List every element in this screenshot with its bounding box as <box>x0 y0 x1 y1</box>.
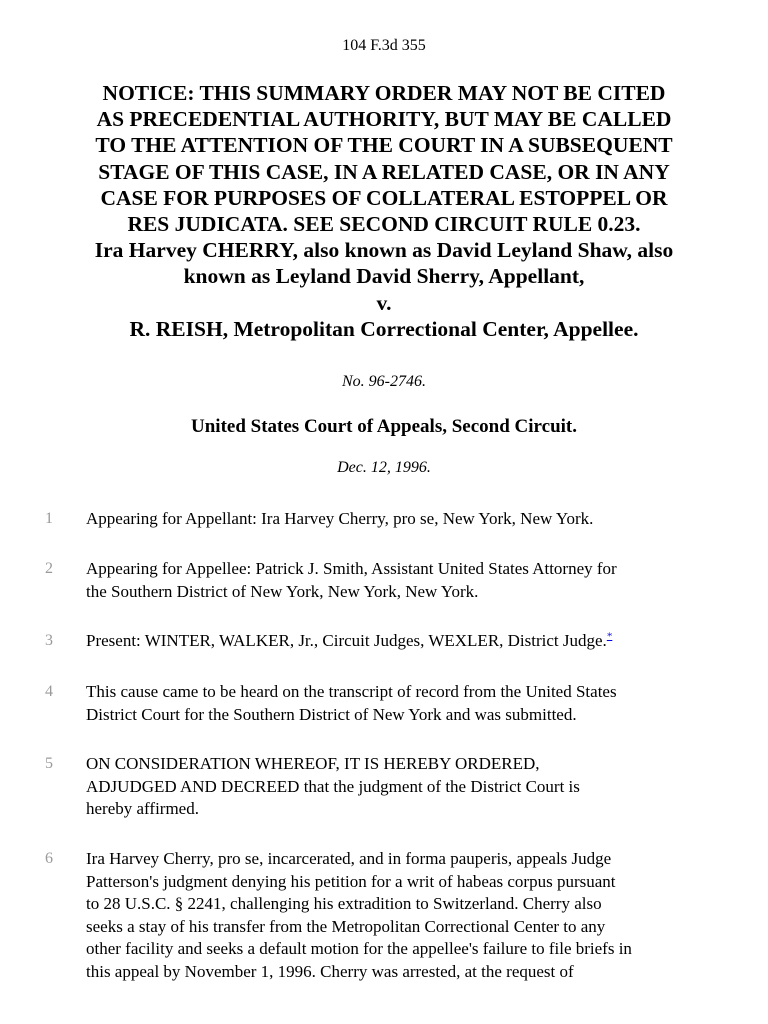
paragraph-number: 6 <box>45 850 53 867</box>
text-line: ON CONSIDERATION WHEREOF, IT IS HEREBY ORDERED, <box>86 754 540 773</box>
heading-line: TO THE ATTENTION OF THE COURT IN A SUBSEQUENT <box>95 133 673 158</box>
case-citation: 104 F.3d 355 <box>342 37 426 54</box>
footnote-link[interactable]: * <box>606 630 613 643</box>
paragraph-number: 4 <box>45 683 53 700</box>
heading-line: Ira Harvey CHERRY, also known as David Leyland Shaw, also <box>94 238 674 263</box>
text-line: ADJUDGED AND DECREED that the judgment of the District Court is <box>86 776 580 796</box>
paragraph-text <box>86 681 726 726</box>
court-name: United States Court of Appeals, Second Circuit. <box>191 416 577 437</box>
paragraph-text <box>86 753 726 821</box>
paragraph-text <box>86 630 726 653</box>
paragraph-text <box>86 848 726 984</box>
decision-date: Dec. 12, 1996. <box>337 459 431 476</box>
paragraph-number: 1 <box>45 510 53 527</box>
paragraph-text <box>86 558 726 603</box>
heading-line: R. REISH, Metropolitan Correctional Center, Appellee. <box>129 316 639 341</box>
text-line: Appearing for Appellee: Patrick J. Smith, Assistant United States Attorney for <box>86 559 617 578</box>
text-line: Ira Harvey Cherry, pro se, incarcerated, and in forma pauperis, appeals Judge <box>86 849 612 868</box>
paragraph-number: 3 <box>45 632 53 649</box>
text-line: hereby affirmed. <box>86 799 199 819</box>
text-line: other facility and seeks a default motion for the appellee's failure to file briefs in <box>86 939 632 959</box>
heading-line: RES JUDICATA. SEE SECOND CIRCUIT RULE 0.23. <box>127 212 641 237</box>
text-line: This cause came to be heard on the transcript of record from the United States <box>86 682 617 701</box>
case-heading <box>40 80 728 342</box>
heading-line: v. <box>376 290 392 315</box>
text-line: the Southern District of New York, New York, New York. <box>86 581 479 601</box>
text-line: District Court for the Southern District of New York and was submitted. <box>86 704 577 724</box>
heading-line: STAGE OF THIS CASE, IN A RELATED CASE, OR IN ANY <box>98 159 670 184</box>
text-line: Appearing for Appellant: Ira Harvey Cherry, pro se, New York, New York. <box>86 509 594 528</box>
paragraph-number: 2 <box>45 560 53 577</box>
judges-text: Present: WINTER, WALKER, Jr., Circuit Judges, WEXLER, District Judge. <box>86 631 607 650</box>
text-line: to 28 U.S.C. § 2241, challenging his extradition to Switzerland. Cherry also <box>86 894 602 914</box>
text-line: this appeal by November 1, 1996. Cherry was arrested, at the request of <box>86 961 574 981</box>
text-line: Patterson's judgment denying his petition for a writ of habeas corpus pursuant <box>86 871 616 891</box>
text-line: seeks a stay of his transfer from the Metropolitan Correctional Center to any <box>86 916 606 936</box>
heading-line: AS PRECEDENTIAL AUTHORITY, BUT MAY BE CALLED <box>96 107 672 132</box>
heading-line: NOTICE: THIS SUMMARY ORDER MAY NOT BE CITED <box>102 81 666 105</box>
text-line <box>86 630 726 653</box>
paragraph-text <box>86 508 726 531</box>
heading-line: CASE FOR PURPOSES OF COLLATERAL ESTOPPEL OR <box>100 185 668 210</box>
heading-line: known as Leyland David Sherry, Appellant, <box>183 264 585 289</box>
paragraph-number: 5 <box>45 755 53 772</box>
docket-number: No. 96-2746. <box>342 373 426 390</box>
